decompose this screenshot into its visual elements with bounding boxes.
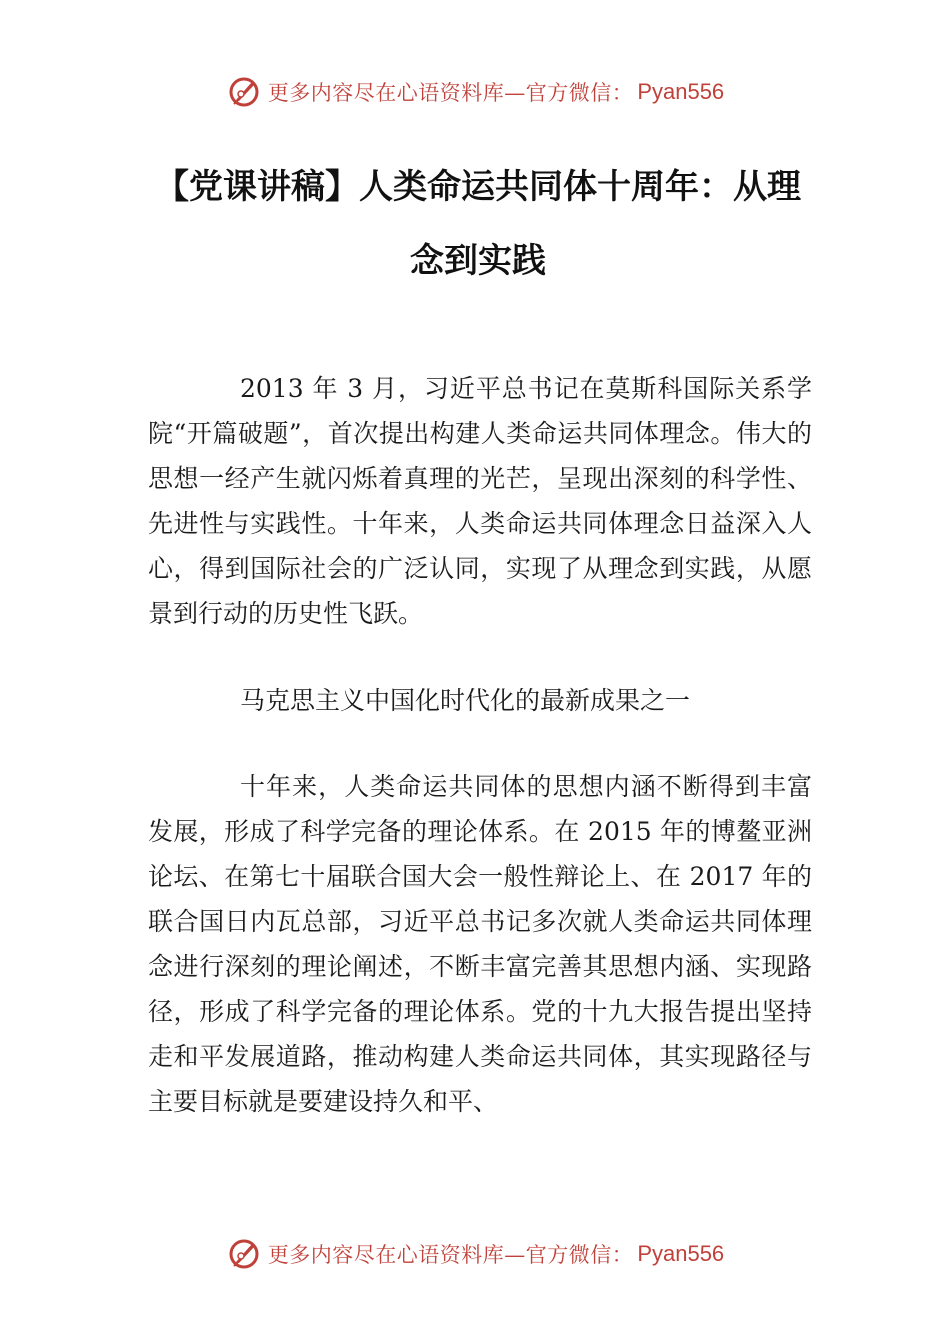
section-heading: 马克思主义中国化时代化的最新成果之一 — [240, 686, 691, 715]
footer-banner — [0, 1232, 950, 1276]
header-banner-text: 更多内容尽在心语资料库—官方微信： — [267, 81, 634, 105]
quill-seal-icon — [226, 74, 262, 110]
header-banner-handle: Pyan556 — [637, 79, 725, 104]
paragraph-intro: 2013 年 3 月，习近平总书记在莫斯科国际关系学院“开篇破题”，首次提出构建人类命运共同体理念。伟大的思想一经产生就闪烁着真理的光芒，呈现出深刻的科学性、先进性与实践性。十年来，人类命运共同体理念日益深入人心，得到国际社会的广泛认同，实现了从理念到实践，从愿景到行动的历史性飞跃。 — [148, 374, 812, 628]
footer-banner-text: 更多内容尽在心语资料库—官方微信： — [267, 1243, 634, 1267]
paragraph-body: 十年来，人类命运共同体的思想内涵不断得到丰富发展，形成了科学完备的理论体系。在 2015 年的博鳌亚洲论坛、在第七十届联合国大会一般性辩论上、在 2017 年的联合国日内瓦总部，习近平总书记多次就人类命运共同体理念进行深刻的理论阐述，不断丰富完善其思想内涵、实现路径，形成了科学完备的理论体系。党的十九大报告提出坚持走和平发展道路，推动构建人类命运共同体，其实现路径与主要目标就是要建设持久和平、 — [148, 772, 812, 1116]
footer-banner-handle: Pyan556 — [637, 1241, 725, 1266]
quill-seal-icon — [226, 1236, 262, 1272]
document-title: 【党课讲稿】人类命运共同体十周年：从理念到实践 — [155, 167, 801, 281]
header-banner — [0, 70, 950, 114]
